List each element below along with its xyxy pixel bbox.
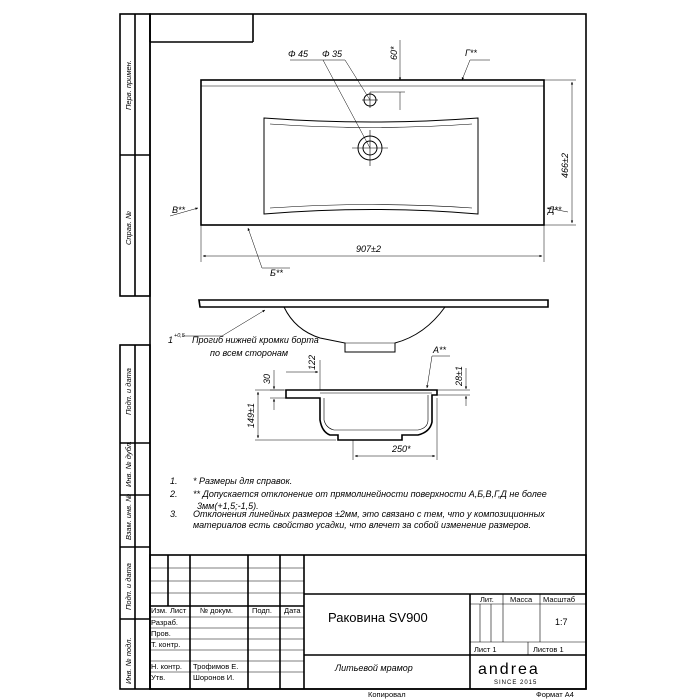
brand-sub: SINCE 2015 — [494, 680, 538, 686]
kopiroval: Копировал — [368, 690, 406, 699]
note-2-line-1: ** Допускается отклонение от прямолинейности поверхности А,Б,В,Г,Д не более — [193, 489, 547, 499]
hdr-list: Лист — [170, 606, 187, 615]
row-utv: Утв. — [151, 673, 166, 682]
n-kontr-name: Трофимов Е. — [193, 662, 239, 671]
dim-122: 122 — [307, 354, 317, 370]
dim-28: 28±1 — [454, 366, 464, 386]
dim-149: 149±1 — [246, 403, 256, 428]
side-label-podp1: Подп. и дата — [124, 368, 133, 415]
dim-60: 60* — [389, 46, 399, 60]
note-1-num: 1. — [170, 476, 178, 486]
note-3-line-2: материалов есть свойство усадки, что влечет за собой изменение размеров. — [193, 520, 531, 530]
scale-value: 1:7 — [555, 617, 568, 627]
row-razrab: Разраб. — [151, 618, 179, 627]
note-1-line-1: * Размеры для справок. — [193, 476, 293, 486]
note-3-num: 3. — [170, 509, 178, 519]
listov-value: Листов 1 — [533, 645, 564, 654]
masshtab-header: Масштаб — [543, 595, 576, 604]
note-3-line-1: Отклонения линейных размеров ±2мм, это связано с тем, что у композиционных — [193, 509, 545, 519]
profile-note-1-text: Прогиб нижней кромки борта — [192, 335, 319, 345]
side-label-podp2: Подп. и дата — [124, 563, 133, 610]
side-label-inv-podl: Инв. № подл. — [124, 637, 133, 684]
label-d: Д** — [548, 205, 562, 215]
utv-name: Шоронов И. — [193, 673, 235, 682]
hdr-podp: Подп. — [252, 606, 272, 615]
note-2-num: 2. — [170, 489, 178, 499]
row-n-kontr: Н. контр. — [151, 662, 182, 671]
list-value: Лист 1 — [474, 645, 497, 654]
row-prov: Пров. — [151, 629, 171, 638]
row-t-kontr: Т. контр. — [151, 640, 181, 649]
top-view — [170, 40, 576, 268]
profile-note-1-prefix: 1 — [168, 335, 174, 345]
hdr-data: Дата — [284, 606, 301, 615]
label-g: Г** — [465, 48, 477, 58]
label-v: В** — [172, 205, 186, 215]
dim-250: 250* — [392, 444, 411, 454]
notes — [169, 476, 547, 530]
product-title: Раковина SV900 — [328, 610, 428, 625]
brand-logo: andrea — [478, 661, 540, 678]
profile-note-1-sup: +0,5 — [174, 333, 185, 339]
dim-466: 466±2 — [560, 153, 570, 178]
side-label-inv-dubl: Инв. № дубл. — [124, 440, 133, 487]
dim-907: 907±2 — [356, 244, 381, 254]
section-view — [255, 356, 470, 460]
material: Литьевой мрамор — [335, 663, 413, 673]
profile-note-2: по всем сторонам — [210, 348, 289, 358]
dim-dia-45: Φ 45 — [288, 49, 309, 59]
side-label-perv: Перв. примен. — [124, 60, 133, 110]
hdr-dokum: № докум. — [200, 606, 233, 615]
label-b: Б** — [270, 268, 283, 278]
side-label-sprav: Справ. № — [124, 210, 133, 245]
note-2-line-2: 3мм(+1,5;-1,5). — [197, 501, 259, 511]
format: Формат А4 — [536, 690, 574, 699]
side-label-vzam: Взам. инв. № — [124, 493, 133, 540]
dim-30: 30 — [262, 373, 272, 384]
massa-header: Масса — [510, 595, 533, 604]
hdr-izm: Изм. — [151, 606, 168, 615]
lit-header: Лит. — [480, 595, 494, 604]
label-a: А** — [433, 345, 447, 355]
dim-dia-35: Φ 35 — [322, 49, 343, 59]
